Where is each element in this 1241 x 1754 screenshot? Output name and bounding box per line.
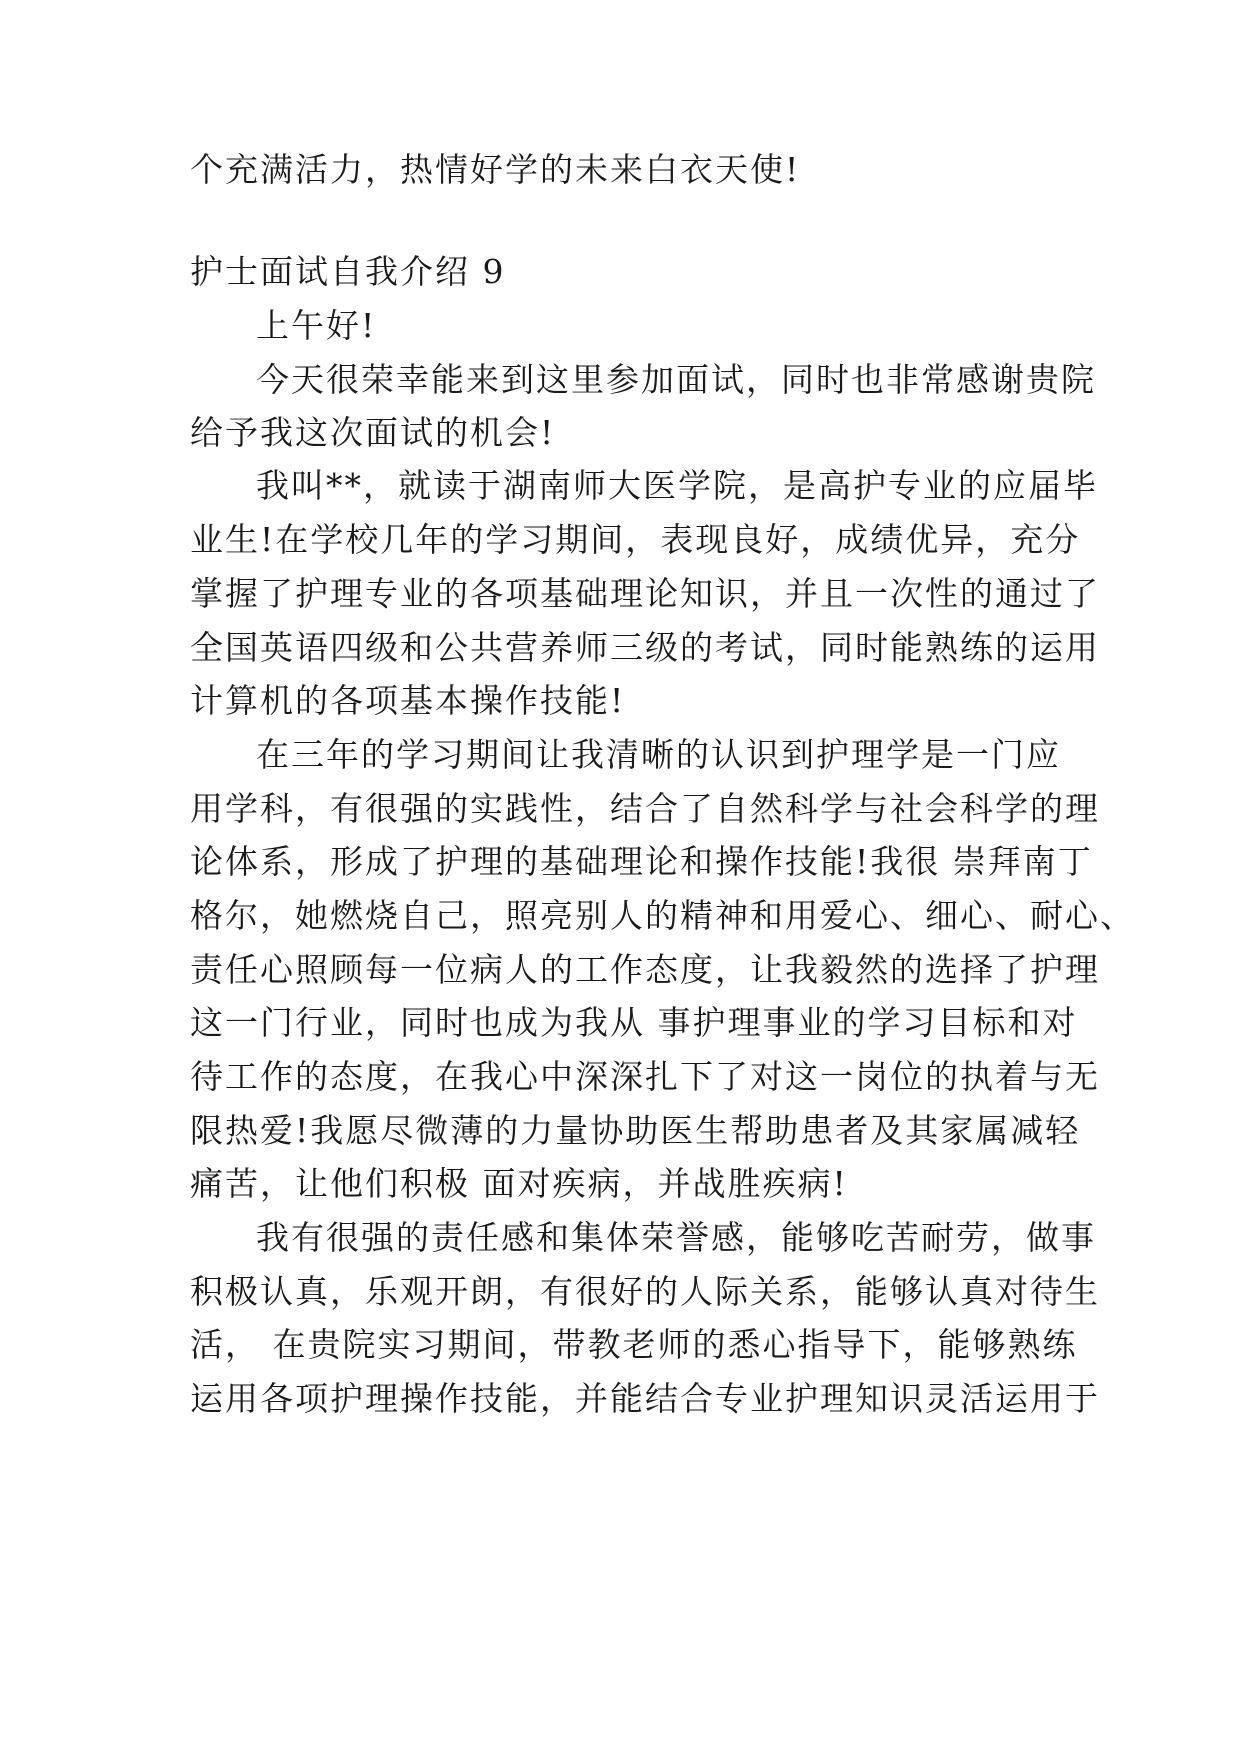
paragraph-3-line-6: 这一门行业，同时也成为我从 事护理事业的学习目标和对 <box>190 1003 1078 1042</box>
paragraph-3-line-1: 在三年的学习期间让我清晰的认识到护理学是一门应 <box>256 735 1061 774</box>
paragraph-4-line-4: 运用各项护理操作技能，并能结合专业护理知识灵活运用于 <box>190 1379 1100 1418</box>
paragraph-2-line-1: 我叫**，就读于湖南师大医学院，是高护专业的应届毕 <box>256 466 1098 505</box>
continuation-line: 个充满活力，热情好学的未来白衣天使! <box>190 150 801 189</box>
paragraph-4-line-1: 我有很强的责任感和集体荣誉感，能够吃苦耐劳，做事 <box>256 1218 1096 1257</box>
paragraph-1-line-2: 给予我这次面试的机会! <box>190 413 556 452</box>
paragraph-2-line-3: 掌握了护理专业的各项基础理论知识，并且一次性的通过了 <box>190 574 1100 613</box>
paragraph-3-line-9: 痛苦，让他们积极 面对疾病，并战胜疾病! <box>190 1164 848 1203</box>
paragraph-1-line-1: 今天很荣幸能来到这里参加面试，同时也非常感谢贵院 <box>256 360 1096 399</box>
paragraph-3-line-4: 格尔，她燃烧自己，照亮别人的精神和用爱心、细心、耐心、 <box>190 896 1135 935</box>
paragraph-2-line-5: 计算机的各项基本操作技能! <box>190 681 626 720</box>
paragraph-3-line-7: 待工作的态度，在我心中深深扎下了对这一岗位的执着与无 <box>190 1057 1100 1096</box>
paragraph-3-line-2: 用学科，有很强的实践性，结合了自然科学与社会科学的理 <box>190 789 1100 828</box>
paragraph-2-line-2: 业生!在学校几年的学习期间，表现良好，成绩优异，充分 <box>190 520 1081 559</box>
section-title: 护士面试自我介绍 9 <box>190 252 506 291</box>
paragraph-3-line-8: 限热爱!我愿尽微薄的力量协助医生帮助患者及其家属减轻 <box>190 1111 1081 1150</box>
paragraph-3-line-3: 论体系，形成了护理的基础理论和操作技能!我很 崇拜南丁 <box>190 842 1093 881</box>
paragraph-4-line-2: 积极认真，乐观开朗，有很好的人际关系，能够认真对待生 <box>190 1272 1100 1311</box>
paragraph-2-line-4: 全国英语四级和公共营养师三级的考试，同时能熟练的运用 <box>190 628 1100 667</box>
paragraph-3-line-5: 责任心照顾每一位病人的工作态度，让我毅然的选择了护理 <box>190 950 1100 989</box>
greeting: 上午好! <box>256 306 377 345</box>
paragraph-4-line-3: 活， 在贵院实习期间，带教老师的悉心指导下，能够熟练 <box>190 1325 1078 1364</box>
